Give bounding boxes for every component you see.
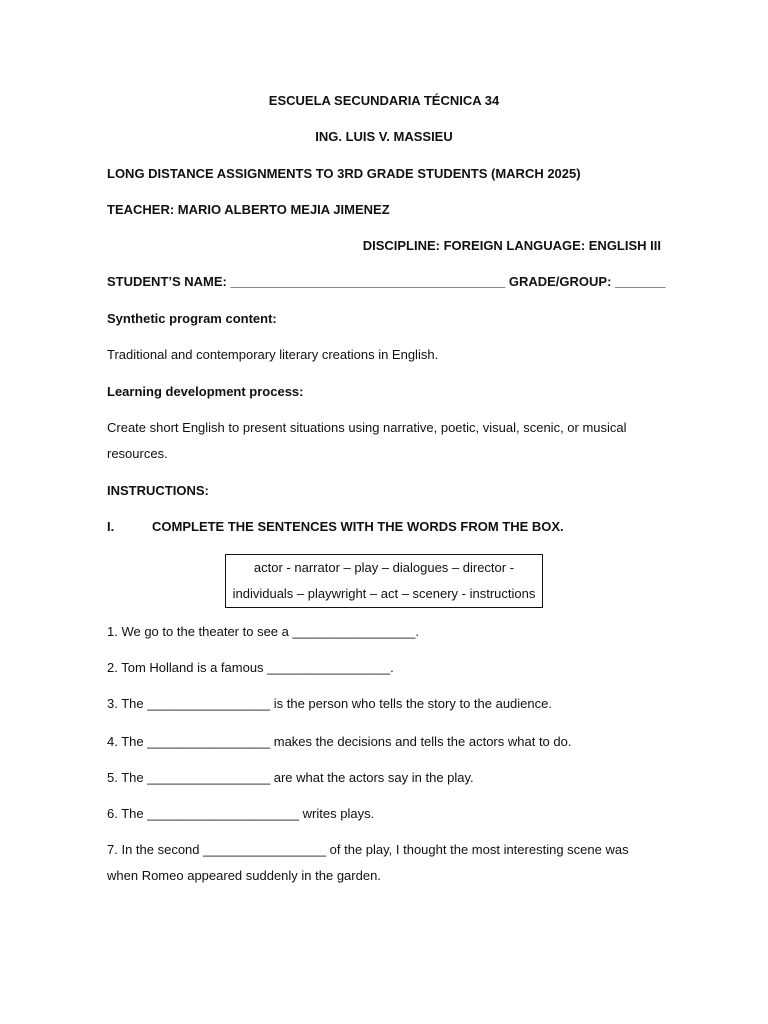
word-box-line2: individuals – playwright – act – scenery - instructions (232, 586, 536, 601)
sentence-7-continued: when Romeo appeared suddenly in the garden. (107, 868, 381, 883)
sentence-2: 2. Tom Holland is a famous _________________. (107, 660, 394, 675)
student-name-line: STUDENT’S NAME: ______________________________________ GRADE/GROUP: _______ (107, 274, 666, 289)
section-heading (107, 518, 661, 536)
assignment-title: LONG DISTANCE ASSIGNMENTS TO 3RD GRADE STUDENTS (MARCH 2025) (107, 166, 581, 181)
sentence-5: 5. The _________________ are what the actors say in the play. (107, 770, 474, 785)
instructions-heading: INSTRUCTIONS: (107, 483, 209, 498)
school-subtitle: ING. LUIS V. MASSIEU (315, 129, 453, 144)
learning-text-line1: Create short English to present situations using narrative, poetic, visual, scenic, or musical (107, 420, 627, 435)
synthetic-text: Traditional and contemporary literary creations in English. (107, 347, 439, 362)
section-title: COMPLETE THE SENTENCES WITH THE WORDS FROM THE BOX. (152, 519, 564, 534)
sentence-4: 4. The _________________ makes the decisions and tells the actors what to do. (107, 734, 572, 749)
sentence-1: 1. We go to the theater to see a _________________. (107, 624, 420, 639)
discipline-line: DISCIPLINE: FOREIGN LANGUAGE: ENGLISH III (362, 238, 661, 253)
sentence-3: 3. The _________________ is the person who tells the story to the audience. (107, 696, 552, 711)
sentence-7: 7. In the second _________________ of the play, I thought the most interesting scene was (107, 842, 629, 857)
teacher-line: TEACHER: MARIO ALBERTO MEJIA JIMENEZ (107, 202, 390, 217)
word-box-line1: actor - narrator – play – dialogues – director - (253, 560, 515, 575)
word-box (225, 554, 543, 608)
section-number: I. (107, 519, 115, 534)
school-title: ESCUELA SECUNDARIA TÉCNICA 34 (268, 93, 500, 108)
synthetic-heading: Synthetic program content: (107, 311, 277, 326)
learning-text-line2: resources. (107, 446, 168, 461)
learning-heading: Learning development process: (107, 384, 304, 399)
sentence-6: 6. The _____________________ writes plays. (107, 806, 375, 821)
